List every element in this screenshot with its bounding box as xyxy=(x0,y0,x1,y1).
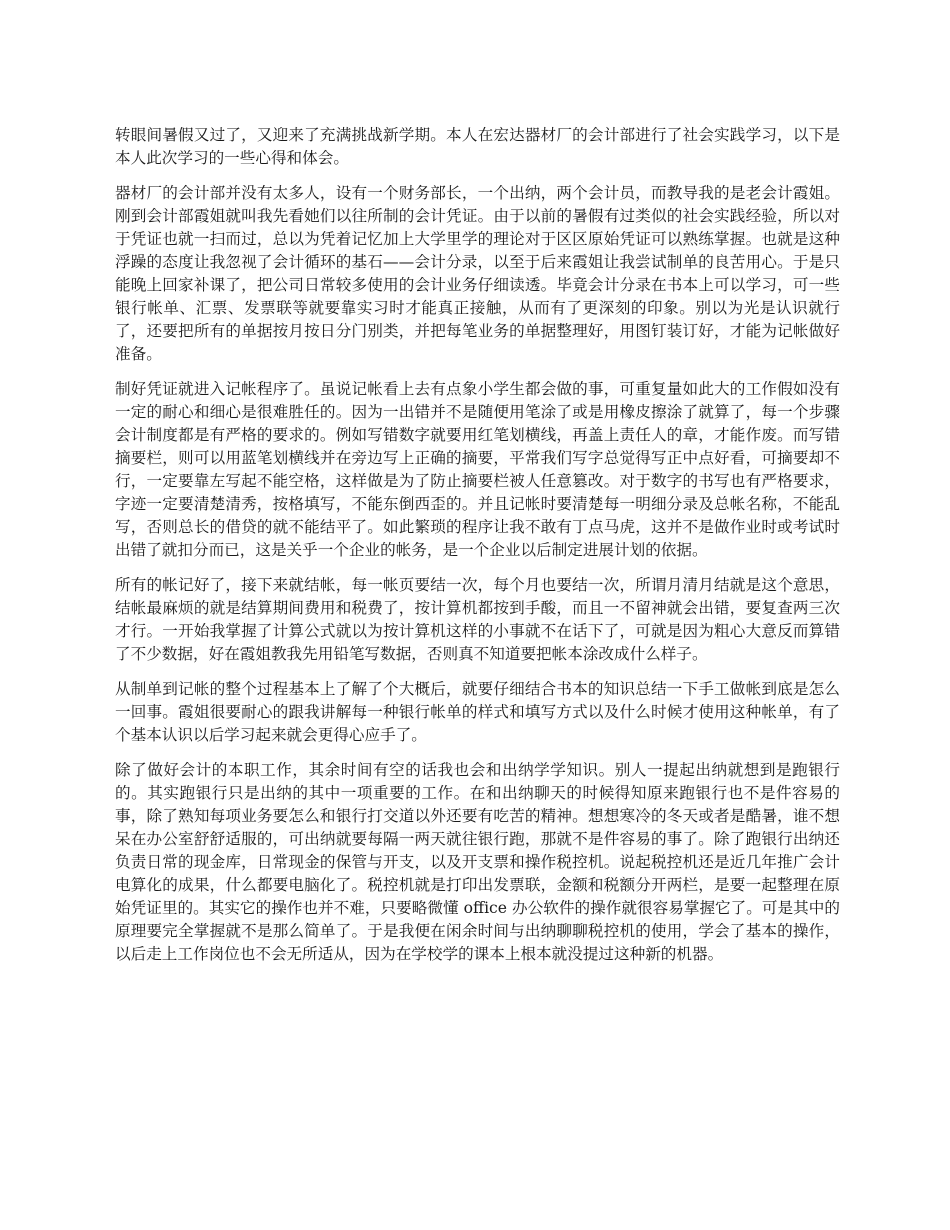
paragraph-summary: 从制单到记帐的整个过程基本上了解了个大概后，就要仔细结合书本的知识总结一下手工做帐到底是怎么一回事。霞姐很要耐心的跟我讲解每一种银行帐单的样式和填写方式以及什么时候才使用这种帐单，有了个基本认识以后学习起来就会更得心应手了。 xyxy=(115,680,840,744)
paragraph-closing-accounts: 所有的帐记好了，接下来就结帐，每一帐页要结一次，每个月也要结一次，所谓月清月结就是这个意思，结帐最麻烦的就是结算期间费用和税费了，按计算机都按到手酸，而且一不留神就会出错，要复查两三次才行。一开始我掌握了计算公式就以为按计算机这样的小事就不在话下了，可就是因为粗心大意反而算错了不少数据，好在霞姐教我先用铅笔写数据，否则真不知道要把帐本涂改成什么样子。 xyxy=(115,576,840,663)
document-body xyxy=(115,124,840,978)
paragraph-intro: 转眼间暑假又过了，又迎来了充满挑战新学期。本人在宏达器材厂的会计部进行了社会实践学习，以下是本人此次学习的一些心得和体会。 xyxy=(115,126,840,167)
paragraph-accounting-department: 器材厂的会计部并没有太多人，设有一个财务部长，一个出纳，两个会计员，而教导我的是老会计霞姐。刚到会计部霞姐就叫我先看她们以往所制的会计凭证。由于以前的暑假有过类似的社会实践经验，所以对于凭证也就一扫而过，总以为凭着记忆加上大学里学的理论对于区区原始凭证可以熟练掌握。也就是这种浮躁的态度让我忽视了会计循环的基石——会计分录，以至于后来霞姐让我尝试制单的良苦用心。于是只能晚上回家补课了，把公司日常较多使用的会计业务仔细读透。毕竟会计分录在书本上可以学习，可一些银行帐单、汇票、发票联等就要靠实习时才能真正接触，从而有了更深刻的印象。别以为光是认识就行了，还要把所有的单据按月按日分门别类，并把每笔业务的单据整理好，用图钉装订好，才能为记帐做好准备。 xyxy=(115,184,840,363)
paragraph-bookkeeping: 制好凭证就进入记帐程序了。虽说记帐看上去有点象小学生都会做的事，可重复量如此大的工作假如没有一定的耐心和细心是很难胜任的。因为一出错并不是随便用笔涂了或是用橡皮擦涂了就算了，每一个步骤会计制度都是有严格的要求的。例如写错数字就要用红笔划横线，再盖上责任人的章，才能作废。而写错摘要栏，则可以用蓝笔划横线并在旁边写上正确的摘要，平常我们写字总觉得写正中点好看，可摘要却不行，一定要靠左写起不能空格，这样做是为了防止摘要栏被人任意篡改。对于数字的书写也有严格要求，字迹一定要清楚清秀，按格填写，不能东倒西歪的。并且记帐时要清楚每一明细分录及总帐名称，不能乱写，否则总长的借贷的就不能结平了。如此繁琐的程序让我不敢有丁点马虎，这并不是做作业时或考试时出错了就扣分而已，这是关乎一个企业的帐务，是一个企业以后制定进展计划的依据。 xyxy=(115,380,840,559)
paragraph-cashier: 除了做好会计的本职工作，其余时间有空的话我也会和出纳学学知识。别人一提起出纳就想到是跑银行的。其实跑银行只是出纳的其中一项重要的工作。在和出纳聊天的时候得知原来跑银行也不是件容易的事，除了熟知每项业务要怎么和银行打交道以外还要有吃苦的精神。想想寒冷的冬天或者是酷暑，谁不想呆在办公室舒舒适服的，可出纳就要每隔一两天就往银行跑，那就不是件容易的事了。除了跑银行出纳还负责日常的现金库，日常现金的保管与开支，以及开支票和操作税控机。说起税控机还是近几年推广会计电算化的成果，什么都要电脑化了。税控机就是打印出发票联，金额和税额分开两栏，是要一起整理在原始凭证里的。其实它的操作也并不难，只要略微懂 office 办公软件的操作就很容易掌握它了。可是其中的原理要完全掌握就不是那么简单了。于是我便在闲余时间与出纳聊聊税控机的使用，学会了基本的操作，以后走上工作岗位也不会无所适从，因为在学校学的课本上根本就没提过这种新的机器。 xyxy=(115,761,840,963)
